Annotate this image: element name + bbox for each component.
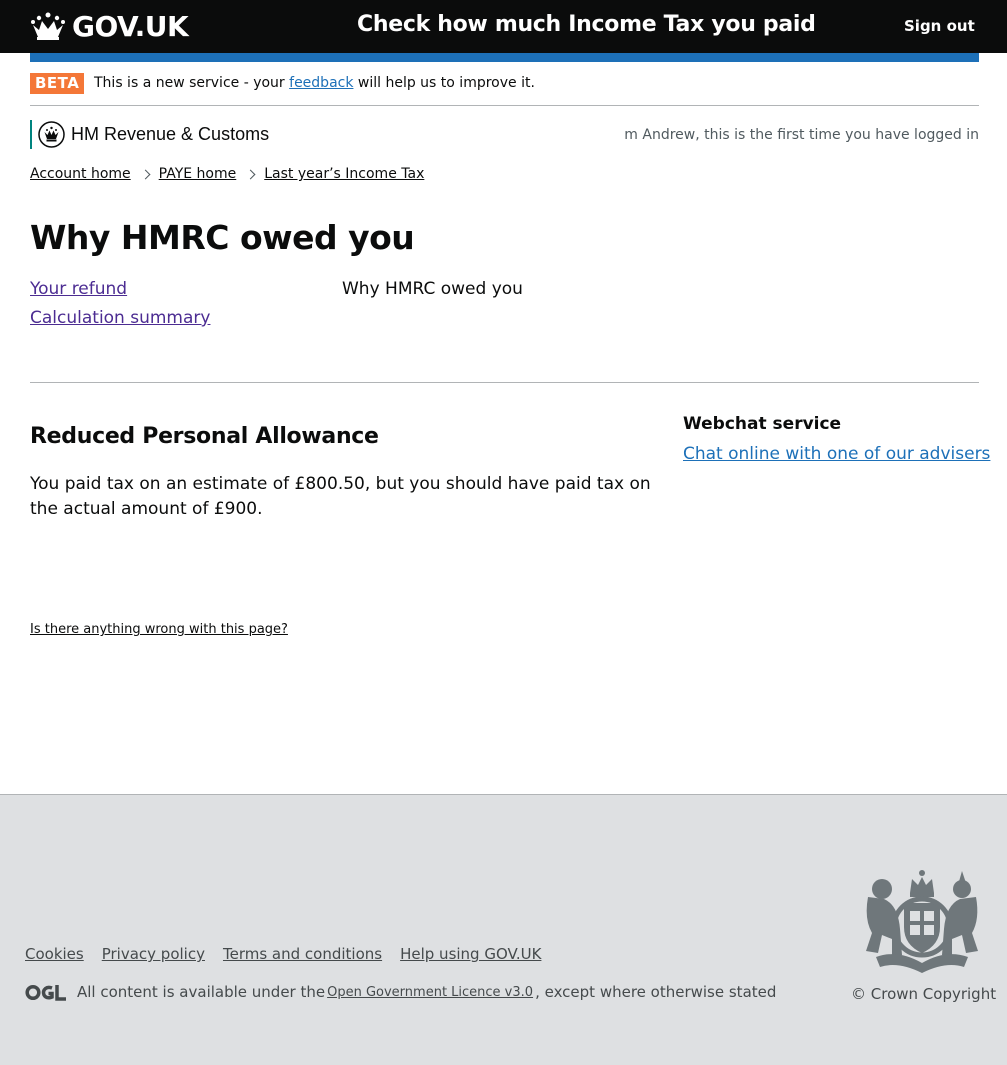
hmrc-name: HM Revenue & Customs (71, 124, 270, 144)
feedback-link[interactable]: feedback (289, 75, 354, 91)
webchat-link[interactable]: Chat online with one of our advisers (683, 444, 991, 464)
footer-link-terms-and-conditions[interactable]: Terms and conditions (222, 945, 383, 963)
breadcrumb-account-home[interactable]: Account home (30, 166, 131, 182)
licence-statement (25, 983, 776, 1001)
footer-links (25, 945, 559, 963)
beta-text-before: This is a new service - your (94, 75, 290, 91)
header (0, 0, 1007, 53)
section-title: Reduced Personal Allowance (30, 424, 379, 449)
footer-link-help-using-govuk[interactable]: Help using GOV.UK (400, 945, 542, 963)
nav-your-refund[interactable]: Your refund (30, 279, 128, 299)
beta-text-after: will help us to improve it. (353, 75, 535, 91)
footer (0, 794, 1007, 1065)
section-divider (30, 382, 979, 383)
last-login-message: m Andrew, this is the first time you have logged in (624, 127, 979, 143)
nav-current-page: Why HMRC owed you (342, 279, 523, 299)
ogl-logo-icon (25, 984, 67, 1001)
licence-text-after: , except where otherwise stated (535, 983, 777, 1001)
logo-text: GOV.UK (72, 9, 189, 43)
chevron-right-icon (140, 169, 150, 179)
page-title: Why HMRC owed you (30, 218, 415, 257)
open-government-licence-link[interactable]: Open Government Licence v3.0 (327, 984, 534, 1000)
report-problem-link[interactable]: Is there anything wrong with this page? (30, 622, 288, 637)
chevron-right-icon (246, 169, 256, 179)
crown-copyright-link[interactable]: © Crown Copyright (851, 985, 997, 1003)
royal-coat-of-arms-icon (858, 869, 986, 973)
breadcrumb-paye-home[interactable]: PAYE home (158, 166, 237, 182)
hmrc-crest-icon (38, 121, 65, 148)
hmrc-organisation (30, 120, 269, 149)
breadcrumb-last-years-income-tax[interactable]: Last year’s Income Tax (264, 166, 425, 182)
beta-tag: BETA (30, 73, 84, 94)
sign-out-link[interactable]: Sign out (904, 17, 975, 35)
crown-icon (30, 11, 66, 41)
breadcrumb (30, 166, 424, 182)
govuk-logo-link[interactable] (30, 10, 188, 42)
licence-text-before: All content is available under the (77, 983, 326, 1001)
webchat-title: Webchat service (683, 414, 842, 434)
allowance-explanation: You paid tax on an estimate of £800.50, but you should have paid tax on the actual amount of £900. (30, 474, 651, 519)
footer-link-cookies[interactable]: Cookies (25, 945, 84, 963)
header-accent-bar (30, 53, 979, 62)
beta-banner (30, 72, 979, 106)
beta-text (94, 75, 535, 91)
nav-calculation-summary[interactable]: Calculation summary (30, 308, 211, 328)
footer-link-privacy-policy[interactable]: Privacy policy (101, 945, 205, 963)
service-name[interactable]: Check how much Income Tax you paid (357, 12, 816, 37)
